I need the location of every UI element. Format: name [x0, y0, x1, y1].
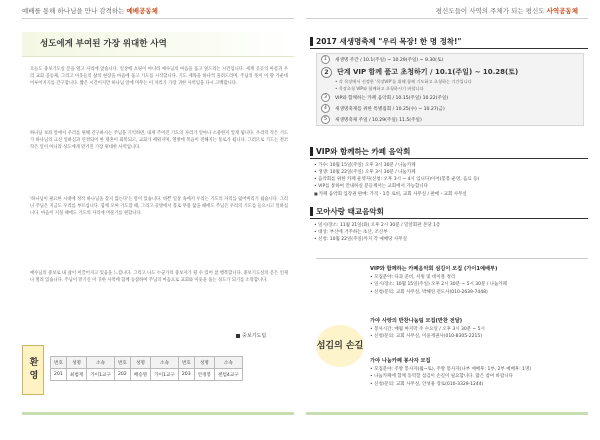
col-header-group: 소속 [151, 357, 179, 369]
care-top-rule [316, 258, 588, 259]
section-rule [310, 158, 588, 159]
right-footer-bar [306, 412, 588, 415]
step-number: 5 [321, 115, 330, 124]
schedule-text: 새생명축제를 위한 특별집회 / 10.25(수) ~ 10.27(금) [335, 106, 445, 112]
list-item: • 생생: 10월 22일(주일) 오후 3시 30분 / 나눔카페 [314, 169, 586, 176]
schedule-text: 새생명 주간 / 10.1(주일) ~ 10.29(주일) ~ 9.30(토) [335, 57, 444, 63]
col-header-group: 소속 [87, 357, 115, 369]
section-marker-icon [310, 147, 313, 156]
article-paragraph: 하나님 보좌 앞에서 우리를 위해 간구하시는 주님을 기억하면, 내게 주어진 기도의 자리가 얼마나 소중한지 알게 됩니다. 우리의 작은 기도가 하나님의 크신 일하심과 연결되어 한 영혼이 회복되고, 교회가 세워지며, 열방에 복음이 전해지는 통로가 됩니다. 그러므로 기도는 결코 작은 일이 아니라 성도에게 맡겨진 가장 위대한 사역입니다. [30, 131, 288, 151]
right-page-header [436, 6, 578, 15]
right-header-rule [306, 18, 588, 19]
list-item: • 대상: 부산에 거주하는 초산, 조산부 [314, 229, 586, 236]
schedule-text: 새생명축제 주일 / 10.29(주일) 11.5(주일) [335, 117, 422, 123]
list-item: ■ 카페 음악회 입장권 판매: 가격 - 1층 로비, 교회 사무실 / 판매 - 교회 사무실 [314, 190, 586, 198]
schedule-text: VIP와 함께하는 카페 음악회 / 10.15(주일) 10.22(주일) [335, 95, 449, 101]
section-marker-icon [310, 207, 313, 216]
newlife-schedule-box [316, 53, 584, 126]
care-item: • 봉사시간: 매월 마지막 주 수요일 / 오후 3시 30분 ~ 5시 [370, 326, 590, 333]
care-block [370, 318, 590, 341]
schedule-item [317, 103, 583, 114]
list-item: • 일시/장소: 11월 21일(화) 오후 2시 30분 / 밀알회관 본당 1층 [314, 222, 586, 229]
care-block [370, 358, 590, 388]
step-number: 4 [321, 104, 330, 113]
schedule-subnote-text: 목장초청 VIP와 함께하고 초청하시기 바랍니다 [338, 85, 424, 91]
welcome-table [50, 356, 243, 381]
left-header-rule [22, 18, 294, 19]
care-label: 섬김의 손길 [316, 340, 364, 351]
schedule-item [317, 114, 583, 125]
col-header-name: 성명 [194, 357, 214, 369]
signature-text: 중보기도팀 [242, 333, 267, 339]
square-bullet-icon [236, 334, 240, 338]
col-header-no: 번호 [51, 357, 67, 369]
care-item: • 신청/문의: 교회 사무실, 박해연 전도사(010-2639-7448) [370, 289, 590, 296]
section-title-newlife [310, 36, 461, 47]
care-item: • 신청/문의: 교회 사무실, 안성용 장로(010-3329-1244) [370, 381, 590, 388]
article-title: 성도에게 부여된 가장 위대한 사역 [40, 39, 167, 49]
article-paragraph: '하나님이 필요한 시대에 정작 하나님을 찾지 않는다'는 말이 있습니다. 바쁜 일상 속에서 우리는 기도의 자리를 잃어버리기 쉽습니다. 그러나 주님은 지금도 우리를 부르십니다. 함께 모여 기도할 때, 그리고 골방에서 홀로 무릎 꿇을 때에도 주님은 우리의 기도를 들으시고 일하십니다. 마음이 지칠 때에도 기도의 자리에 머물기를 원합니다. [30, 197, 288, 217]
section-title-text: 모아사랑 태교음악회 [316, 207, 384, 216]
member-group: 가이1교구 [87, 369, 115, 381]
care-item: • 모집분야: 다과 준비, 서빙 및 데이블 정리 [370, 274, 590, 281]
list-item: • 음악회를 위한 카페 운영자(신청: 오후 3시 ~ 4시 입니다)이어(봉봉 운영, 음료 등) [314, 176, 586, 183]
list-item: • 신청: 10월 22일(주일)까지 각 예배당 사무실 [314, 236, 586, 243]
col-header-name: 성명 [66, 357, 86, 369]
care-block-title: 가야 나눔카페 봉사자 모집 [370, 358, 431, 364]
member-name: 배승명 [130, 369, 150, 381]
left-page-header [22, 6, 158, 15]
schedule-text: 단계 VIP 함께 품고 초청하기 / 10.1(주일) ~ 10.28(토) [337, 68, 519, 76]
care-block-title: 가야 사랑의 반찬나눔팀 모집(반찬 전달) [370, 318, 463, 324]
schedule-subnote: • 목장초청 VIP와 함께하고 초청하시기 바랍니다 [335, 85, 424, 91]
section-title-text: 2017 새생명축제 "우리 목장! 한 명 정착!" [316, 37, 462, 46]
member-no: 201 [51, 369, 67, 381]
section-rule [310, 48, 588, 49]
prenatal-list [314, 222, 586, 243]
care-item: • 모집분야: 주방 봉사자(월~토), 주방 봉사자(나부 예배후: 1부, 2부 예배후: 1명) [370, 366, 590, 373]
welcome-header-row [51, 357, 243, 369]
col-header-group: 소속 [215, 357, 243, 369]
col-header-no: 번호 [178, 357, 194, 369]
concert-list [314, 162, 586, 198]
care-item: • 신청/문의: 교회 사무실, 이윤재권사(010-8305-2215) [370, 333, 590, 340]
schedule-item [317, 92, 583, 103]
article-banner-rule [22, 56, 294, 57]
list-item: • VIP를 통하여 안내하실 분들께서는 교회에서 가능합니다 [314, 183, 586, 190]
section-rule [310, 218, 588, 219]
left-footer-bar [22, 412, 294, 415]
section-marker-icon [310, 37, 313, 46]
section-title-concert [310, 146, 410, 157]
article-paragraph: 예수님의 중보로 내 삶이 이끌어지고 있음을 느낍니다. 그리고 나도 누군가의 중보자가 될 수 있어 참 행복합니다. 중보기도실의 문은 언제나 열려 있습니다. 주님이 맡기신 이 귀한 사역에 함께 동참하여 주님의 마음으로 교회와 이웃을 품는 성도가 되기를 소망합니다. [30, 271, 288, 284]
section-title-text: VIP와 함께하는 카페 음악회 [316, 147, 411, 156]
care-label-badge [316, 325, 364, 367]
step-number: 2 [321, 67, 332, 78]
left-header-prefix: 예배를 통해 하나님을 만나 감격하는 [22, 7, 125, 15]
member-group: 가이1교구 [151, 369, 179, 381]
welcome-data-row [51, 369, 243, 381]
schedule-item-highlight [317, 65, 583, 79]
care-item: • 일시/장소: 10월 15일(주일) 오후 2시 30분 ~ 5시 30분 / 나눔카페 [370, 281, 590, 288]
member-no: 202 [114, 369, 130, 381]
schedule-item [317, 54, 583, 65]
left-header-title: 예배공동체 [126, 7, 158, 15]
care-block [370, 266, 590, 296]
col-header-no: 번호 [114, 357, 130, 369]
schedule-subnote-text: 각 목장에서 선정한 '목장VIP'를 위해 함께 기도하고 초청하는 기간입니다 [338, 79, 472, 84]
article-paragraph: 오늘도 중보기도실 문을 열고 자리에 앉습니다. 일상에 쇼핑이 아니라 예수님의 마음을 품고 엎드리는 시간입니다. 세계 곳곳의 아픔과 우리 교회 공동체, 그리고 이웃들의 삶의 현장을 마음에 품고 기도를 시작합니다. 기도 제목을 하나씩 올려드리며, 주님의 뜻이 이 땅 가운데 이루어지기를 간구합니다. 짧은 시간이지만 하나님 앞에 머무는 이 자리가 가장 귀한 사역임을 다시 고백합니다. [30, 67, 288, 87]
step-number: 1 [321, 55, 330, 64]
care-block-title: VIP와 함께하는 카페음악회 섬김이 모집 (가이1예배부) [370, 266, 498, 272]
schedule-subnote: • 각 목장에서 선정한 '목장VIP'를 위해 함께 기도하고 초청하는 기간입니다 [335, 79, 472, 84]
step-number: 3 [321, 93, 330, 102]
member-group: 센텀4교구 [215, 369, 243, 381]
member-no: 203 [178, 369, 194, 381]
right-header-title: 사역공동체 [546, 7, 578, 15]
member-name: 최범재 [66, 369, 86, 381]
welcome-label-box [22, 345, 44, 395]
col-header-name: 성명 [130, 357, 150, 369]
member-name: 안정봉 [194, 369, 214, 381]
care-item: • 나눔카페에 함께 동역할 섬김이 손길이 필요합니다. 많은 참여 바랍니다 [370, 373, 590, 380]
welcome-label: 환영 [27, 357, 38, 383]
list-item: • 가수: 10월 15일(주일) 오후 3시 30분 / 나눔카페 [314, 162, 586, 169]
right-header-prefix: 평신도들이 사역의 주체가 되는 평신도 [435, 7, 545, 15]
section-title-prenatal [310, 206, 384, 217]
article-signature [236, 332, 266, 339]
